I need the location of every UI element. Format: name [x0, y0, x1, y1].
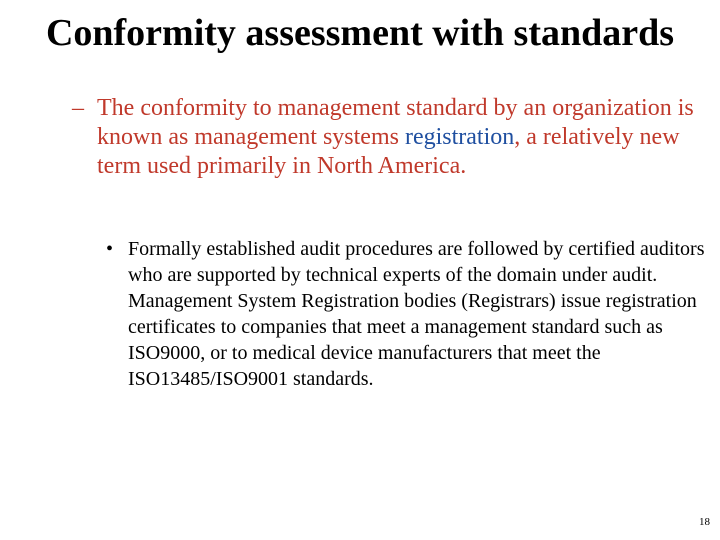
bullet-level-2-text: Formally established audit procedures are followed by certified auditors who are supported by technical experts of the domain under audit. Management System Registration bodies (Registrars) issue registration certificates to companies that meet a management standard such as ISO9000, or to medical device manufacturers that meet the ISO13485/ISO9001 standards.: [128, 238, 705, 390]
bullet-text-part-1: The conformity to management standard by an organization is known as management systems: [97, 95, 694, 150]
bullet-dot-marker: •: [106, 238, 114, 260]
bullet-level-2: [106, 236, 706, 392]
registration-term: registration: [404, 124, 515, 150]
slide-title: Conformity assessment with standards: [45, 12, 675, 54]
bullet-text-part-3: , a relatively new term used primarily in North America.: [97, 124, 680, 179]
bullet-level-1: [72, 94, 712, 181]
page-number: 18: [699, 516, 710, 528]
dash-marker: –: [72, 95, 84, 121]
bullet-level-1-text: [97, 94, 712, 181]
